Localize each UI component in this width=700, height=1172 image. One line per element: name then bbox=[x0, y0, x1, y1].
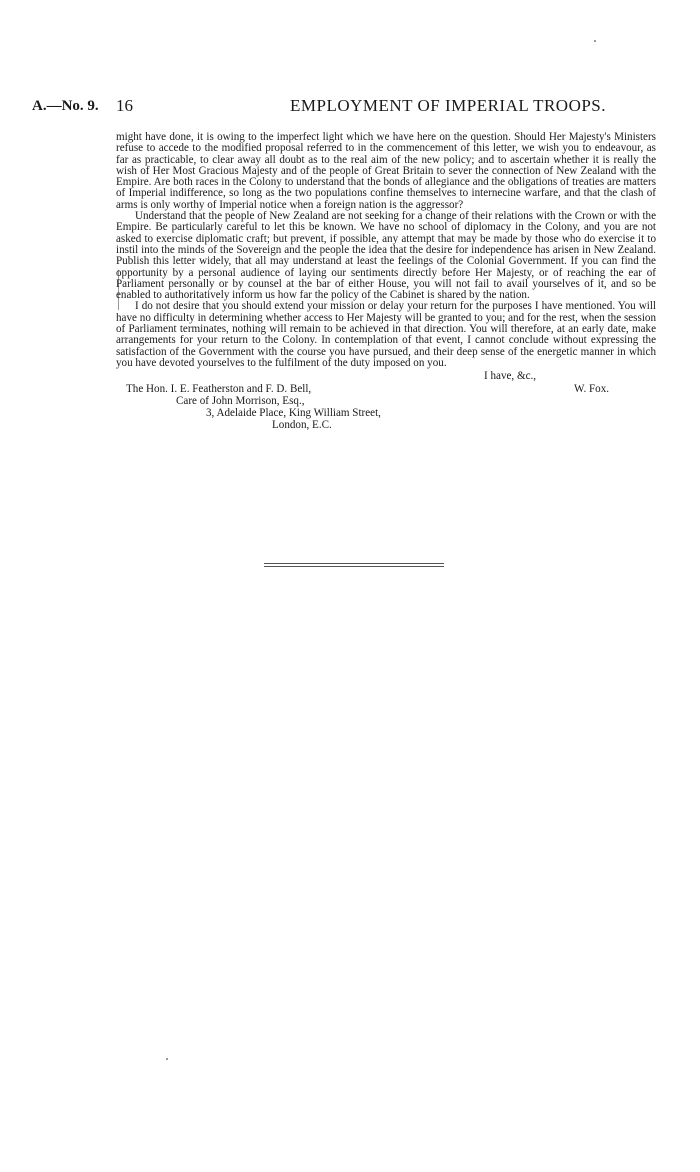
page-number: 16 bbox=[116, 96, 133, 115]
signature: W. Fox. bbox=[574, 383, 610, 396]
section-divider bbox=[264, 563, 444, 564]
address-line-recipients: The Hon. I. E. Featherston and F. D. Bell, bbox=[126, 383, 312, 396]
paragraph-continuation: might have done, it is owing to the imperfect light which we have here on the question. Should Her Majesty's Ministers refuse to accede to the modified proposal referred to in the commencement of this letter, we wish you to endeavour, as far as practicable, to clear away all doubt as to the real aim of the new policy; and to ascertain whether it is really the wish of Her Most Gracious Majesty and of the people of Great Britain to sever the connection of New Zealand with the Empire. Are both races in the Colony to understand that the bonds of allegiance and the obligations of treaties are matters of Imperial indifference, so long as the two populations confine themselves to internecine warfare, and that the clash of arms is only worthy of Imperial notice when a foreign nation is the aggressor? bbox=[116, 131, 656, 211]
letter-body bbox=[116, 132, 656, 431]
closing-salutation: I have, &c., bbox=[484, 370, 537, 383]
closing bbox=[116, 370, 656, 382]
document-reference: A.—No. 9. bbox=[32, 98, 99, 114]
running-title: EMPLOYMENT OF IMPERIAL TROOPS. bbox=[290, 96, 607, 115]
page-header bbox=[32, 96, 668, 120]
signature-line bbox=[116, 383, 656, 395]
scan-speck bbox=[166, 1058, 168, 1060]
paragraph-mission: I do not desire that you should extend your mission or delay your return for the purposes I have mentioned. You will have no difficulty in determining whether access to Her Majesty will be granted to you; and for the rest, when the session of Parliament terminates, nothing will remain to be achieved in that direction. You will therefore, at an early date, make arrangements for your return to the Colony. In contemplation of that event, I cannot conclude without expressing the satisfaction of the Government with the course you have pursued, and their deep sense of the energetic manner in which you have devoted yourselves to the fulfilment of the duty imposed on you. bbox=[116, 300, 656, 369]
section-divider bbox=[264, 566, 444, 567]
address-line-care-of: Care of John Morrison, Esq., bbox=[176, 395, 305, 408]
address-line-city: London, E.C. bbox=[272, 419, 332, 432]
paragraph-understand: Understand that the people of New Zealand are not seeking for a change of their relations with the Crown or with the Empire. Be particularly careful to let this be known. We have no school of diplomacy in the Colony, and you are not asked to exercise diplomatic craft; but prevent, if possible, any attempt that may be made by those who do exercise it to instil into the minds of the Sovereign and the people the idea that the desire for independence has arisen in New Zealand. Publish this letter widely, that all may understand at least the feelings of the Colonial Government. If you can find the opportunity by a personal audience of laying our sentiments directly before Her Majesty, or of reaching the ear of Parliament personally or by counsel at the bar of either House, you will not fail to avail yourselves of it, and so be enabled to authoritatively inform us how far the policy of the Cabinet is shared by the nation. bbox=[116, 210, 656, 302]
address-line-street: 3, Adelaide Place, King William Street, bbox=[206, 407, 381, 420]
scan-speck bbox=[594, 40, 596, 42]
